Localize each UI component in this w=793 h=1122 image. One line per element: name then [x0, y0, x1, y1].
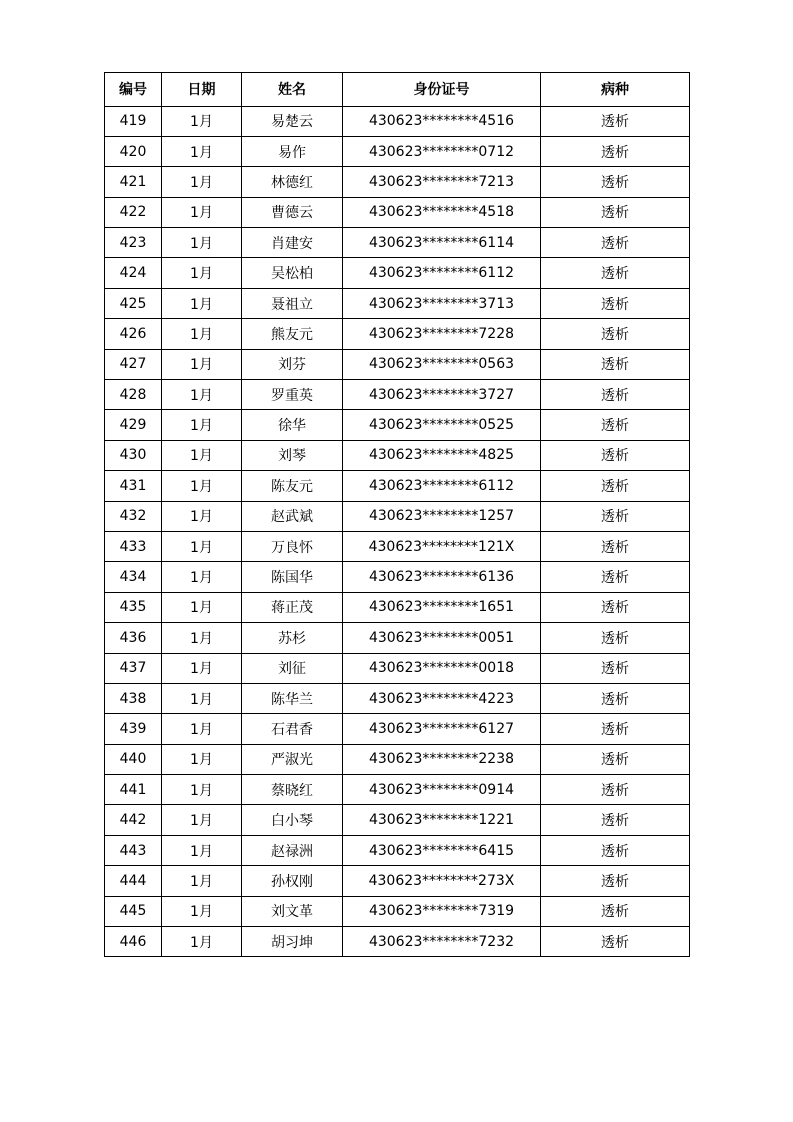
table-row — [105, 927, 690, 957]
cell-number: 431 — [105, 471, 162, 501]
cell-disease: 透析 — [541, 167, 690, 197]
table-row — [105, 410, 690, 440]
cell-disease: 透析 — [541, 927, 690, 957]
cell-disease: 透析 — [541, 744, 690, 774]
cell-number: 422 — [105, 197, 162, 227]
cell-id-number: 430623********0525 — [343, 410, 541, 440]
cell-name: 赵禄洲 — [242, 835, 343, 865]
cell-name: 蔡晓红 — [242, 775, 343, 805]
cell-id-number: 430623********6112 — [343, 471, 541, 501]
records-table — [104, 72, 690, 957]
cell-id-number: 430623********4516 — [343, 106, 541, 136]
cell-date: 1月 — [162, 501, 242, 531]
table-row — [105, 623, 690, 653]
cell-date: 1月 — [162, 562, 242, 592]
cell-id-number: 430623********273X — [343, 866, 541, 896]
cell-date: 1月 — [162, 288, 242, 318]
cell-number: 420 — [105, 136, 162, 166]
cell-name: 万良怀 — [242, 531, 343, 561]
cell-id-number: 430623********0563 — [343, 349, 541, 379]
cell-name: 刘芬 — [242, 349, 343, 379]
table-row — [105, 866, 690, 896]
cell-name: 易楚云 — [242, 106, 343, 136]
cell-disease: 透析 — [541, 653, 690, 683]
cell-date: 1月 — [162, 471, 242, 501]
cell-number: 429 — [105, 410, 162, 440]
cell-id-number: 430623********0051 — [343, 623, 541, 653]
cell-id-number: 430623********7319 — [343, 896, 541, 926]
table-body — [105, 106, 690, 957]
cell-number: 432 — [105, 501, 162, 531]
cell-name: 苏杉 — [242, 623, 343, 653]
table-row — [105, 106, 690, 136]
cell-disease: 透析 — [541, 349, 690, 379]
cell-id-number: 430623********6136 — [343, 562, 541, 592]
table-row — [105, 380, 690, 410]
cell-name: 石君香 — [242, 714, 343, 744]
table-row — [105, 592, 690, 622]
cell-name: 严淑光 — [242, 744, 343, 774]
cell-name: 易作 — [242, 136, 343, 166]
cell-id-number: 430623********6415 — [343, 835, 541, 865]
cell-name: 赵武斌 — [242, 501, 343, 531]
cell-number: 425 — [105, 288, 162, 318]
table-row — [105, 228, 690, 258]
cell-number: 439 — [105, 714, 162, 744]
table-row — [105, 319, 690, 349]
cell-date: 1月 — [162, 714, 242, 744]
cell-number: 446 — [105, 927, 162, 957]
cell-name: 陈友元 — [242, 471, 343, 501]
cell-name: 陈国华 — [242, 562, 343, 592]
table-row — [105, 197, 690, 227]
cell-name: 熊友元 — [242, 319, 343, 349]
cell-date: 1月 — [162, 775, 242, 805]
cell-date: 1月 — [162, 136, 242, 166]
cell-disease: 透析 — [541, 440, 690, 470]
table-header — [105, 73, 690, 107]
header-name: 姓名 — [242, 73, 343, 107]
cell-disease: 透析 — [541, 714, 690, 744]
cell-date: 1月 — [162, 349, 242, 379]
cell-disease: 透析 — [541, 258, 690, 288]
cell-disease: 透析 — [541, 835, 690, 865]
cell-number: 440 — [105, 744, 162, 774]
cell-name: 聂祖立 — [242, 288, 343, 318]
cell-number: 430 — [105, 440, 162, 470]
table-row — [105, 683, 690, 713]
cell-name: 林德红 — [242, 167, 343, 197]
cell-disease: 透析 — [541, 228, 690, 258]
cell-date: 1月 — [162, 440, 242, 470]
cell-id-number: 430623********3713 — [343, 288, 541, 318]
table-row — [105, 471, 690, 501]
cell-id-number: 430623********4518 — [343, 197, 541, 227]
table-row — [105, 653, 690, 683]
table-row — [105, 775, 690, 805]
cell-number: 433 — [105, 531, 162, 561]
cell-number: 442 — [105, 805, 162, 835]
cell-number: 436 — [105, 623, 162, 653]
cell-name: 胡习坤 — [242, 927, 343, 957]
cell-date: 1月 — [162, 805, 242, 835]
cell-disease: 透析 — [541, 683, 690, 713]
cell-id-number: 430623********7232 — [343, 927, 541, 957]
cell-disease: 透析 — [541, 410, 690, 440]
cell-disease: 透析 — [541, 197, 690, 227]
cell-name: 刘征 — [242, 653, 343, 683]
cell-name: 孙权刚 — [242, 866, 343, 896]
cell-number: 444 — [105, 866, 162, 896]
cell-date: 1月 — [162, 106, 242, 136]
table-row — [105, 805, 690, 835]
cell-id-number: 430623********4223 — [343, 683, 541, 713]
cell-number: 423 — [105, 228, 162, 258]
header-number: 编号 — [105, 73, 162, 107]
cell-id-number: 430623********2238 — [343, 744, 541, 774]
table-row — [105, 744, 690, 774]
cell-number: 435 — [105, 592, 162, 622]
cell-date: 1月 — [162, 835, 242, 865]
table-row — [105, 562, 690, 592]
cell-number: 428 — [105, 380, 162, 410]
cell-disease: 透析 — [541, 471, 690, 501]
header-disease: 病种 — [541, 73, 690, 107]
table-row — [105, 440, 690, 470]
cell-date: 1月 — [162, 531, 242, 561]
table-row — [105, 136, 690, 166]
cell-disease: 透析 — [541, 531, 690, 561]
cell-disease: 透析 — [541, 866, 690, 896]
cell-date: 1月 — [162, 228, 242, 258]
cell-date: 1月 — [162, 258, 242, 288]
header-date: 日期 — [162, 73, 242, 107]
cell-disease: 透析 — [541, 775, 690, 805]
cell-disease: 透析 — [541, 288, 690, 318]
cell-date: 1月 — [162, 927, 242, 957]
cell-name: 罗重英 — [242, 380, 343, 410]
cell-date: 1月 — [162, 197, 242, 227]
cell-number: 421 — [105, 167, 162, 197]
cell-date: 1月 — [162, 896, 242, 926]
cell-disease: 透析 — [541, 896, 690, 926]
cell-number: 426 — [105, 319, 162, 349]
cell-id-number: 430623********4825 — [343, 440, 541, 470]
cell-number: 434 — [105, 562, 162, 592]
cell-disease: 透析 — [541, 592, 690, 622]
cell-name: 蒋正茂 — [242, 592, 343, 622]
cell-name: 白小琴 — [242, 805, 343, 835]
cell-date: 1月 — [162, 592, 242, 622]
header-id-number: 身份证号 — [343, 73, 541, 107]
cell-id-number: 430623********0018 — [343, 653, 541, 683]
cell-name: 吴松柏 — [242, 258, 343, 288]
cell-id-number: 430623********1257 — [343, 501, 541, 531]
cell-number: 445 — [105, 896, 162, 926]
table-row — [105, 835, 690, 865]
cell-date: 1月 — [162, 744, 242, 774]
table-row — [105, 288, 690, 318]
cell-id-number: 430623********0914 — [343, 775, 541, 805]
cell-number: 437 — [105, 653, 162, 683]
cell-disease: 透析 — [541, 805, 690, 835]
cell-number: 441 — [105, 775, 162, 805]
table-row — [105, 896, 690, 926]
cell-disease: 透析 — [541, 136, 690, 166]
cell-id-number: 430623********6114 — [343, 228, 541, 258]
cell-id-number: 430623********3727 — [343, 380, 541, 410]
table-row — [105, 167, 690, 197]
cell-date: 1月 — [162, 653, 242, 683]
cell-date: 1月 — [162, 410, 242, 440]
cell-id-number: 430623********121X — [343, 531, 541, 561]
cell-date: 1月 — [162, 623, 242, 653]
cell-date: 1月 — [162, 319, 242, 349]
cell-disease: 透析 — [541, 562, 690, 592]
cell-disease: 透析 — [541, 106, 690, 136]
cell-disease: 透析 — [541, 380, 690, 410]
cell-number: 427 — [105, 349, 162, 379]
cell-id-number: 430623********7213 — [343, 167, 541, 197]
cell-date: 1月 — [162, 167, 242, 197]
cell-disease: 透析 — [541, 319, 690, 349]
cell-id-number: 430623********1221 — [343, 805, 541, 835]
cell-number: 419 — [105, 106, 162, 136]
table-row — [105, 349, 690, 379]
cell-date: 1月 — [162, 683, 242, 713]
cell-id-number: 430623********0712 — [343, 136, 541, 166]
cell-date: 1月 — [162, 380, 242, 410]
header-row — [105, 73, 690, 107]
table-row — [105, 714, 690, 744]
cell-number: 443 — [105, 835, 162, 865]
cell-name: 徐华 — [242, 410, 343, 440]
cell-name: 曹德云 — [242, 197, 343, 227]
cell-disease: 透析 — [541, 501, 690, 531]
cell-name: 刘琴 — [242, 440, 343, 470]
cell-id-number: 430623********6112 — [343, 258, 541, 288]
cell-name: 陈华兰 — [242, 683, 343, 713]
cell-number: 438 — [105, 683, 162, 713]
cell-name: 刘文革 — [242, 896, 343, 926]
cell-id-number: 430623********1651 — [343, 592, 541, 622]
cell-number: 424 — [105, 258, 162, 288]
table-row — [105, 258, 690, 288]
cell-date: 1月 — [162, 866, 242, 896]
cell-disease: 透析 — [541, 623, 690, 653]
table-row — [105, 531, 690, 561]
cell-name: 肖建安 — [242, 228, 343, 258]
cell-id-number: 430623********6127 — [343, 714, 541, 744]
cell-id-number: 430623********7228 — [343, 319, 541, 349]
table-row — [105, 501, 690, 531]
